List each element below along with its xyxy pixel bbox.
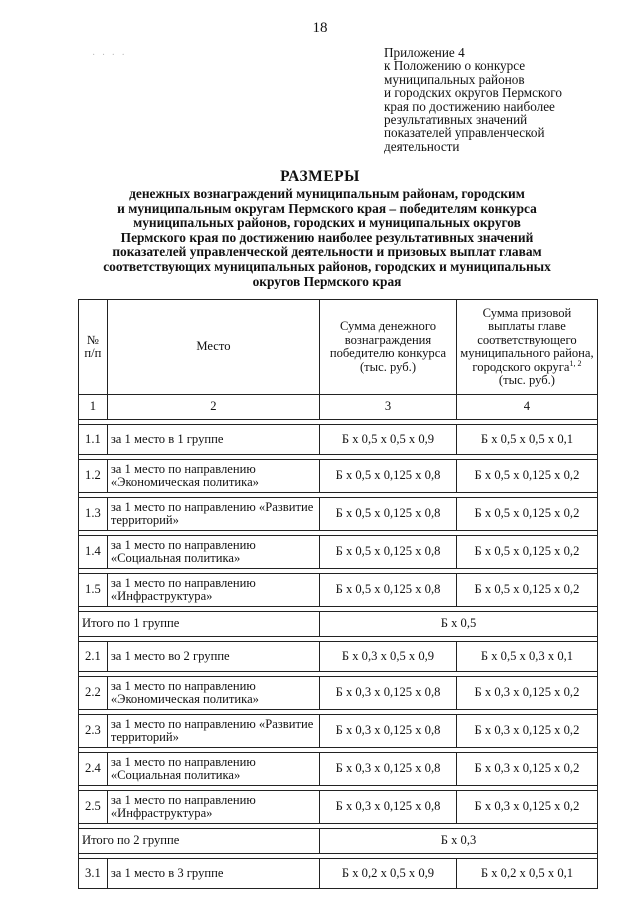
total-label: Итого по 2 группе xyxy=(79,829,320,854)
row-place: за 1 место по направлению «Экономическая политика» xyxy=(107,460,319,493)
subtitle-line: денежных вознаграждений муниципальным районам, городским xyxy=(129,186,525,201)
header-prize-text: Сумма призовой выплаты главе соответствующего муниципального района, городского округа xyxy=(460,305,594,374)
column-index: 2 xyxy=(107,395,319,420)
row-sum: Б х 0,5 х 0,5 х 0,9 xyxy=(320,425,457,455)
subtitle-line: и муниципальным округам Пермского края – победителям конкурса xyxy=(117,200,537,216)
table-row xyxy=(79,859,598,889)
row-place: за 1 место по направлению «Развитие территорий» xyxy=(107,498,319,531)
table-row xyxy=(79,715,598,748)
document-title: РАЗМЕРЫ xyxy=(280,168,360,185)
table-row xyxy=(79,498,598,531)
row-place: за 1 место во 2 группе xyxy=(107,642,319,672)
appendix-line: деятельности xyxy=(384,138,460,154)
table-row xyxy=(79,574,598,607)
row-sum: Б х 0,5 х 0,125 х 0,8 xyxy=(320,536,457,569)
row-prize: Б х 0,3 х 0,125 х 0,2 xyxy=(456,715,597,748)
row-place: за 1 место по направлению «Экономическая политика» xyxy=(107,677,319,710)
appendix-line: к Положению о конкурсе xyxy=(384,58,526,74)
row-num: 1.2 xyxy=(79,460,108,493)
table-row xyxy=(79,460,598,493)
table-total-row xyxy=(79,612,598,637)
row-sum: Б х 0,3 х 0,125 х 0,8 xyxy=(320,715,457,748)
table-row xyxy=(79,425,598,455)
subtitle-line: Пермского края по достижению наиболее результативных значений xyxy=(120,229,534,245)
row-num: 1.4 xyxy=(79,536,108,569)
appendix-line: края по достижению наиболее xyxy=(384,98,555,114)
row-prize: Б х 0,5 х 0,125 х 0,2 xyxy=(456,536,597,569)
total-value: Б х 0,3 xyxy=(320,829,598,854)
row-place: за 1 место по направлению «Инфраструктура» xyxy=(107,574,319,607)
row-num: 1.3 xyxy=(79,498,108,531)
header-prize-footnote: 1, 2 xyxy=(569,358,582,368)
row-sum: Б х 0,2 х 0,5 х 0,9 xyxy=(320,859,457,889)
row-place: за 1 место по направлению «Социальная политика» xyxy=(107,753,319,786)
header-sum: Сумма денежного вознаграждения победителю конкурса (тыс. руб.) xyxy=(320,300,457,395)
column-index-row xyxy=(79,395,598,420)
row-sum: Б х 0,3 х 0,5 х 0,9 xyxy=(320,642,457,672)
table-row xyxy=(79,536,598,569)
row-sum: Б х 0,5 х 0,125 х 0,8 xyxy=(320,574,457,607)
row-prize: Б х 0,3 х 0,125 х 0,2 xyxy=(456,753,597,786)
row-place: за 1 место по направлению «Инфраструктура» xyxy=(107,791,319,824)
row-num: 1.5 xyxy=(79,574,108,607)
appendix-block xyxy=(384,46,614,153)
column-index: 1 xyxy=(79,395,108,420)
row-num: 2.3 xyxy=(79,715,108,748)
row-place: за 1 место в 1 группе xyxy=(107,425,319,455)
row-prize: Б х 0,3 х 0,125 х 0,2 xyxy=(456,791,597,824)
subtitle-line: муниципальных районов, городских и муниципальных округов xyxy=(133,215,521,231)
scan-artifact: · · · · xyxy=(92,50,127,61)
row-prize: Б х 0,5 х 0,125 х 0,2 xyxy=(456,460,597,493)
row-prize: Б х 0,5 х 0,125 х 0,2 xyxy=(456,574,597,607)
subtitle-line: округов Пермского края xyxy=(252,273,402,289)
column-index: 4 xyxy=(456,395,597,420)
row-prize: Б х 0,3 х 0,125 х 0,2 xyxy=(456,677,597,710)
appendix-line: Приложение 4 xyxy=(384,45,465,60)
row-place: за 1 место по направлению «Развитие территорий» xyxy=(107,715,319,748)
rewards-table-body xyxy=(79,300,598,889)
row-sum: Б х 0,5 х 0,125 х 0,8 xyxy=(320,498,457,531)
appendix-line: результативных значений xyxy=(384,112,528,128)
row-num: 2.4 xyxy=(79,753,108,786)
subtitle-line: соответствующих муниципальных районов, городских и муниципальных xyxy=(103,258,551,274)
row-prize: Б х 0,5 х 0,3 х 0,1 xyxy=(456,642,597,672)
row-sum: Б х 0,5 х 0,125 х 0,8 xyxy=(320,460,457,493)
total-label: Итого по 1 группе xyxy=(79,612,320,637)
header-prize xyxy=(456,300,597,395)
row-prize: Б х 0,5 х 0,125 х 0,2 xyxy=(456,498,597,531)
row-num: 2.5 xyxy=(79,791,108,824)
appendix-line: показателей управленческой xyxy=(384,125,545,141)
row-place: за 1 место в 3 группе xyxy=(107,859,319,889)
row-sum: Б х 0,3 х 0,125 х 0,8 xyxy=(320,677,457,710)
table-row xyxy=(79,677,598,710)
document-subtitle xyxy=(88,187,566,289)
row-num: 1.1 xyxy=(79,425,108,455)
header-num: № п/п xyxy=(79,300,108,395)
table-header-row xyxy=(79,300,598,395)
table-total-row xyxy=(79,829,598,854)
table-row xyxy=(79,642,598,672)
column-index: 3 xyxy=(320,395,457,420)
table-row xyxy=(79,753,598,786)
header-place: Место xyxy=(107,300,319,395)
rewards-table xyxy=(78,299,598,889)
page-number: 18 xyxy=(312,20,328,36)
total-value: Б х 0,5 xyxy=(320,612,598,637)
header-prize-unit: (тыс. руб.) xyxy=(498,373,555,387)
row-place: за 1 место по направлению «Социальная политика» xyxy=(107,536,319,569)
row-sum: Б х 0,3 х 0,125 х 0,8 xyxy=(320,791,457,824)
row-prize: Б х 0,5 х 0,5 х 0,1 xyxy=(456,425,597,455)
table-row xyxy=(79,791,598,824)
row-num: 2.2 xyxy=(79,677,108,710)
subtitle-line: показателей управленческой деятельности и призовых выплат главам xyxy=(112,244,542,260)
row-num: 2.1 xyxy=(79,642,108,672)
appendix-line: муниципальных районов xyxy=(384,71,525,87)
appendix-line: и городских округов Пермского xyxy=(384,85,562,101)
row-num: 3.1 xyxy=(79,859,108,889)
row-prize: Б х 0,2 х 0,5 х 0,1 xyxy=(456,859,597,889)
row-sum: Б х 0,3 х 0,125 х 0,8 xyxy=(320,753,457,786)
